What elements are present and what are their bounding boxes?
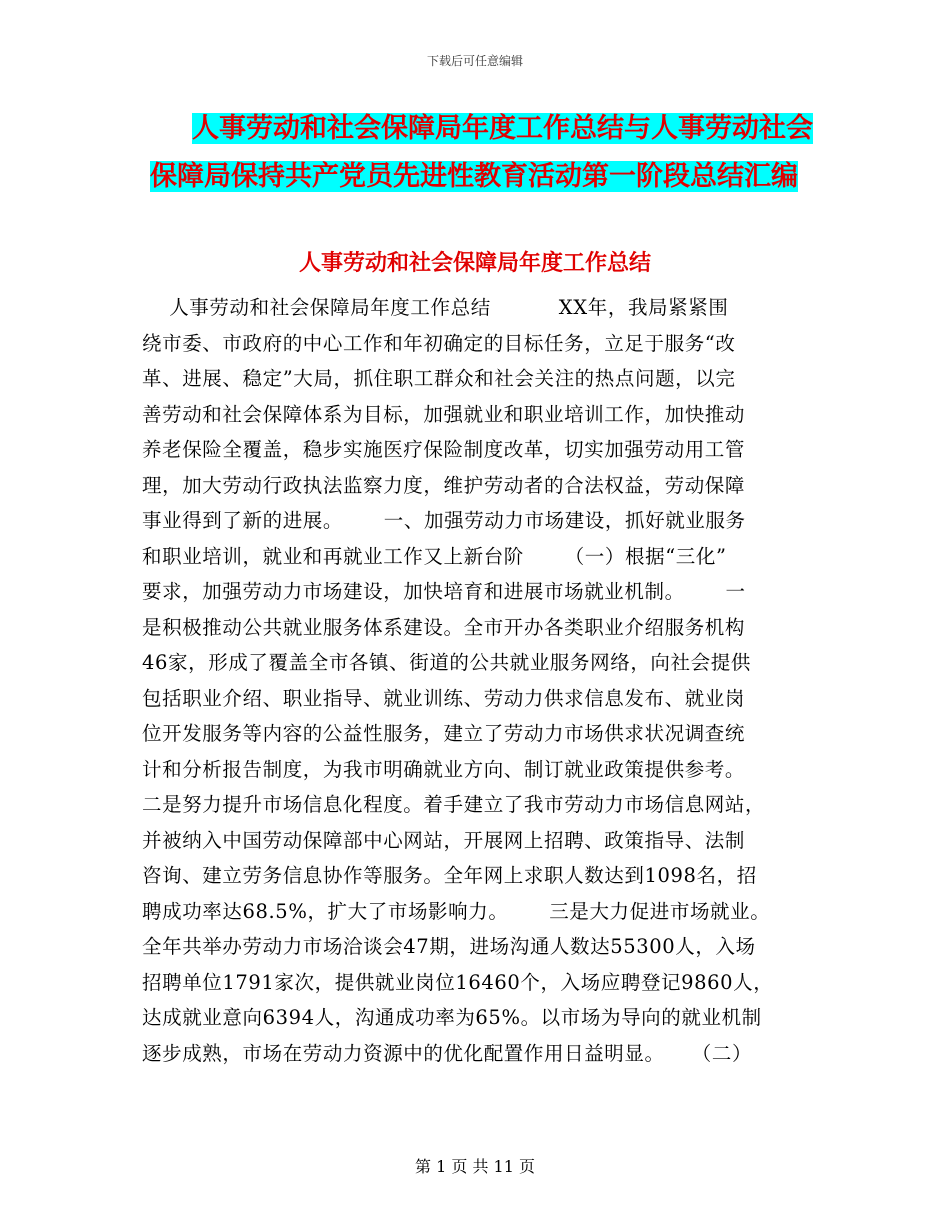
body-line: 绕市委、市政府的中心工作和年初确定的目标任务，立足于服务“改: [142, 331, 736, 355]
document-title-line-1: [150, 108, 813, 150]
body-line: 46家，形成了覆盖全市各镇、街道的公共就业服务网络，向社会提供: [142, 651, 751, 674]
body-line: 革、进展、稳定”大局，抓住职工群众和社会关注的热点问题，以完: [142, 367, 736, 390]
header-note: 下载后可任意编辑: [426, 54, 523, 68]
body-line: 招聘单位1791家次，提供就业岗位16460个，入场应聘登记9860人，: [142, 970, 774, 994]
body-line: 事业得到了新的进展。 一、加强劳动力市场建设，抓好就业服务: [142, 509, 746, 532]
body-paragraph: [142, 290, 802, 1071]
body-line: 计和分析报告制度，为我市明确就业方向、制订就业政策提供参考。: [142, 757, 746, 781]
section-title: 人事劳动和社会保障局年度工作总结: [298, 251, 651, 276]
body-line: 二是努力提升市场信息化程度。着手建立了我市劳动力市场信息网站，: [142, 793, 766, 816]
body-line: 是积极推动公共就业服务体系建设。全市开办各类职业介绍服务机构: [142, 615, 746, 639]
page-number: 第 1 页 共 11 页: [415, 1157, 535, 1176]
body-line: 聘成功率达68.5%，扩大了市场影响力。 三是大力促进市场就业。: [142, 899, 771, 923]
body-line: 并被纳入中国劳动保障部中心网站，开展网上招聘、政策指导、法制: [142, 828, 746, 852]
body-line: 养老保险全覆盖，稳步实施医疗保险制度改革，切实加强劳动用工管: [142, 438, 746, 461]
body-line: 达成就业意向6394人，沟通成功率为65%。以市场为导向的就业机制: [142, 1006, 762, 1029]
body-line: 位开发服务等内容的公益性服务，建立了劳动力市场供求状况调查统: [142, 722, 746, 745]
title-highlight-2: 保障局保持共产党员先进性教育活动第一阶段总结汇编: [150, 161, 798, 192]
body-line: 逐步成熟，市场在劳动力资源中的优化配置作用日益明显。 （二）: [142, 1041, 753, 1065]
body-line: 全年共举办劳动力市场洽谈会47期，进场沟通人数达55300人，入场: [142, 935, 756, 958]
document-title: [150, 108, 813, 198]
body-line: 和职业培训，就业和再就业工作又上新台阶 （一）根据“三化”: [142, 544, 727, 568]
body-line: 咨询、建立劳务信息协作等服务。全年网上求职人数达到1098名，招: [142, 864, 757, 887]
document-title-line-2: [150, 156, 810, 198]
body-line: 人事劳动和社会保障局年度工作总结 XX年，我局紧紧围: [142, 296, 729, 319]
body-line: 包括职业介绍、职业指导、就业训练、劳动力供求信息发布、就业岗: [142, 686, 746, 710]
body-line: 理，加大劳动行政执法监察力度，维护劳动者的合法权益，劳动保障: [142, 473, 746, 497]
body-line: 要求，加强劳动力市场建设，加快培育和进展市场就业机制。 一: [142, 580, 746, 603]
body-line: 善劳动和社会保障体系为目标，加强就业和职业培训工作，加快推动: [142, 402, 746, 426]
title-highlight-1: 人事劳动和社会保障局年度工作总结与人事劳动社会: [192, 113, 813, 144]
